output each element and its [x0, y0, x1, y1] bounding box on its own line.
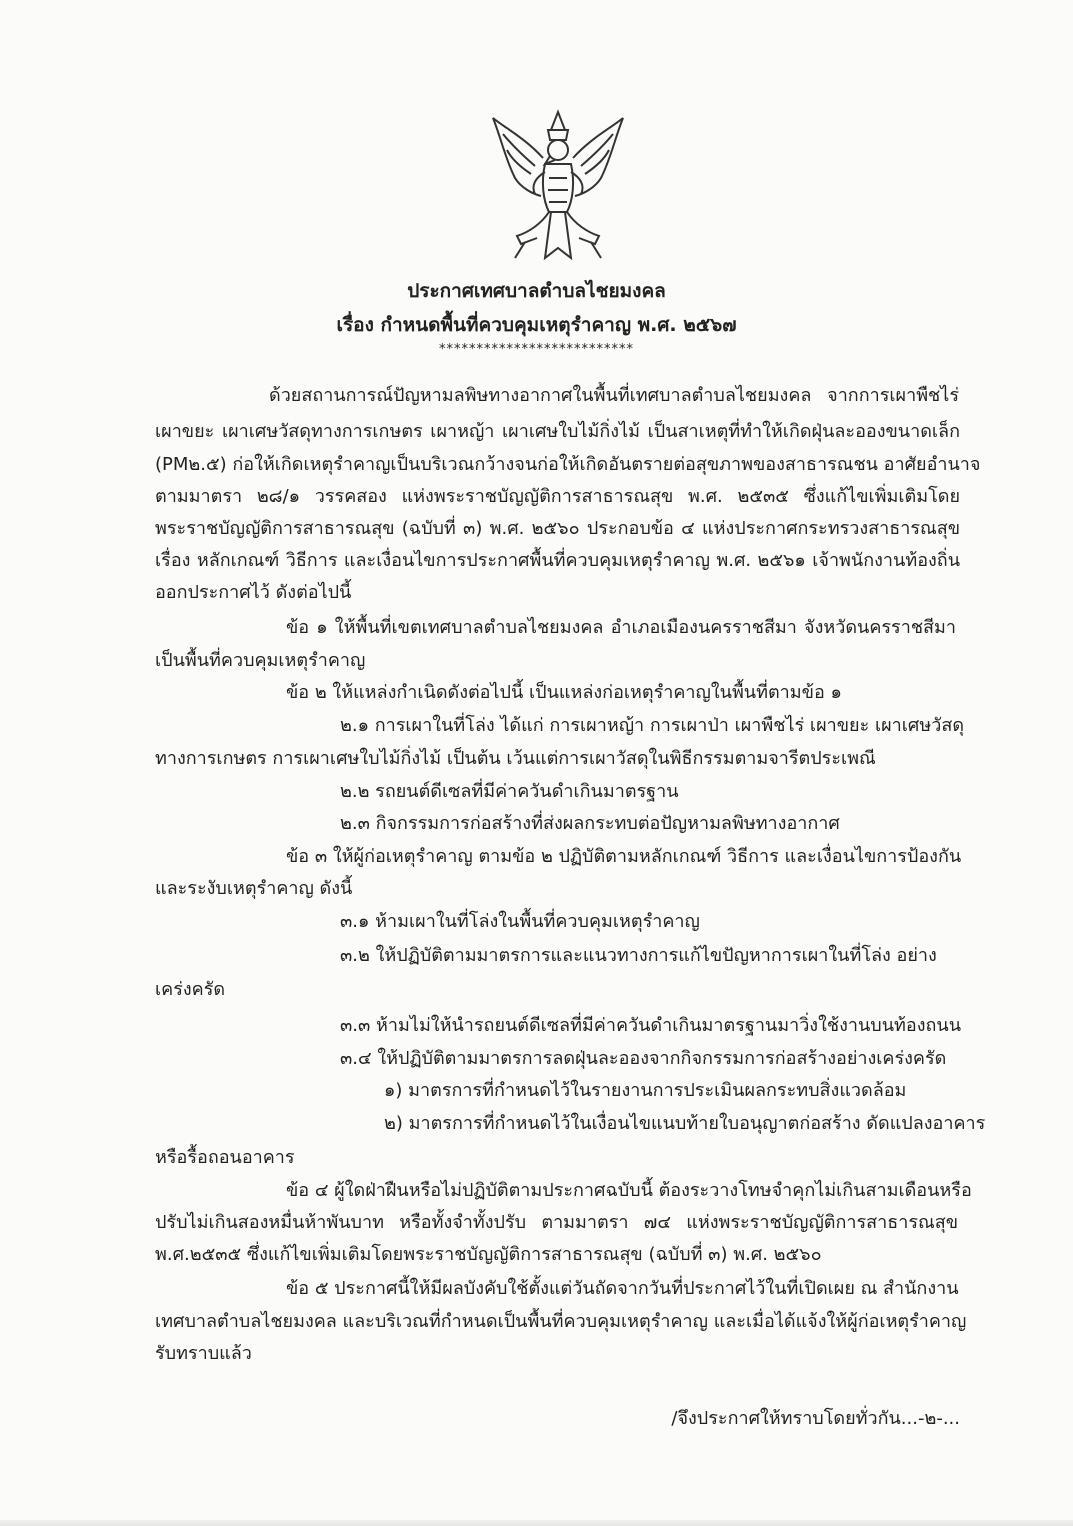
- subclause-line: ทางการเกษตร การเผาเศษใบไม้กิ่งไม้ เป็นต้น เว้นแต่การเผาวัสดุในพิธีกรรมตามจารีตประเพณี: [155, 748, 876, 769]
- clause-line: เป็นพื้นที่ควบคุมเหตุรำคาญ: [155, 650, 366, 671]
- paragraph-line: เผาขยะ เผาเศษวัสดุทางการเกษตร เผาหญ้า เผาเศษใบไม้กิ่งไม้ เป็นสาเหตุที่ทำให้เกิดฝุ่นละอองขนาดเล็ก: [155, 421, 960, 442]
- paragraph-line: ตามมาตรา ๒๘/๑ วรรคสอง แห่งพระราชบัญญัติการสาธารณสุข พ.ศ. ๒๕๓๕ ซึ่งแก้ไขเพิ่มเติมโดย: [155, 486, 960, 507]
- subclause-line: ๓.๒ ให้ปฏิบัติตามมาตรการและแนวทางการแก้ไขปัญหาการเผาในที่โล่ง อย่าง: [340, 945, 937, 966]
- clause-line: รับทราบแล้ว: [155, 1343, 252, 1364]
- page-continuation: /จึงประกาศให้ทราบโดยทั่วกัน...-๒-...: [671, 1408, 960, 1429]
- title-separator: **************************: [439, 342, 634, 357]
- clause-line: ข้อ ๓ ให้ผู้ก่อเหตุรำคาญ ตามข้อ ๒ ปฏิบัติตามหลักเกณฑ์ วิธีการ และเงื่อนไขการป้องกัน: [286, 846, 962, 867]
- subclause-line: ๒.๒ รถยนต์ดีเซลที่มีค่าควันดำเกินมาตรฐาน: [340, 781, 679, 802]
- subclause-line: ๓.๓ ห้ามไม่ให้นำรถยนต์ดีเซลที่มีค่าควันดำเกินมาตรฐานมาวิ่งใช้งานบนท้องถนน: [340, 1015, 962, 1036]
- subclause-line: ๒.๑ การเผาในที่โล่ง ได้แก่ การเผาหญ้า การเผาป่า เผาพืชไร่ เผาขยะ เผาเศษวัสดุ: [340, 715, 965, 736]
- measure-line: ๒) มาตรการที่กำหนดไว้ในเงื่อนไขแนบท้ายใบอนุญาตก่อสร้าง ดัดแปลงอาคาร: [384, 1113, 986, 1134]
- paragraph-line: ด้วยสถานการณ์ปัญหามลพิษทางอากาศในพื้นที่เทศบาลตำบลไชยมงคล จากการเผาพืชไร่: [269, 385, 959, 406]
- paragraph-line: ออกประกาศไว้ ดังต่อไปนี้: [155, 582, 352, 603]
- paragraph-line: (PM๒.๕) ก่อให้เกิดเหตุรำคาญเป็นบริเวณกว้างจนก่อให้เกิดอันตรายต่อสุขภาพของสาธารณชน อาศัยอำนาจ: [155, 454, 981, 475]
- measure-line: หรือรื้อถอนอาคาร: [155, 1147, 295, 1168]
- clause-line: เทศบาลตำบลไชยมงคล และบริเวณที่กำหนดเป็นพื้นที่ควบคุมเหตุรำคาญ และเมื่อได้แจ้งให้ผู้ก่อเหตุรำคาญ: [155, 1311, 967, 1332]
- clause-line: ข้อ ๑ ให้พื้นที่เขตเทศบาลตำบลไชยมงคล อำเภอเมืองนครราชสีมา จังหวัดนครราชสีมา: [286, 617, 956, 638]
- clause-line: ข้อ ๒ ให้แหล่งกำเนิดดังต่อไปนี้ เป็นแหล่งก่อเหตุรำคาญในพื้นที่ตามข้อ ๑: [286, 682, 842, 703]
- announcement-subject: เรื่อง กำหนดพื้นที่ควบคุมเหตุรำคาญ พ.ศ. ๒๕๖๗: [336, 314, 737, 336]
- announcement-title: ประกาศเทศบาลตำบลไชยมงคล: [407, 280, 666, 302]
- subclause-line: ๓.๑ ห้ามเผาในที่โล่งในพื้นที่ควบคุมเหตุรำคาญ: [340, 911, 700, 932]
- clause-line: และระงับเหตุรำคาญ ดังนี้: [155, 878, 353, 899]
- subclause-line: ๒.๓ กิจกรรมการก่อสร้างที่ส่งผลกระทบต่อปัญหามลพิษทางอากาศ: [340, 813, 840, 834]
- subclause-line: เคร่งครัด: [155, 979, 226, 1000]
- subclause-line: ๓.๔ ให้ปฏิบัติตามมาตรการลดฝุ่นละอองจากกิจกรรมการก่อสร้างอย่างเคร่งครัด: [340, 1048, 947, 1069]
- paragraph-line: พระราชบัญญัติการสาธารณสุข (ฉบับที่ ๓) พ.ศ. ๒๕๖๐ ประกอบข้อ ๔ แห่งประกาศกระทรวงสาธารณสุข: [155, 518, 960, 539]
- clause-line: พ.ศ.๒๕๓๕ ซึ่งแก้ไขเพิ่มเติมโดยพระราชบัญญัติการสาธารณสุข (ฉบับที่ ๓) พ.ศ. ๒๕๖๐: [155, 1244, 822, 1265]
- garuda-emblem-icon: [485, 108, 631, 268]
- measure-line: ๑) มาตรการที่กำหนดไว้ในรายงานการประเมินผลกระทบสิ่งแวดล้อม: [384, 1080, 907, 1101]
- paragraph-line: เรื่อง หลักเกณฑ์ วิธีการ และเงื่อนไขการประกาศพื้นที่ควบคุมเหตุรำคาญ พ.ศ. ๒๕๖๑ เจ้าพนักงานท้องถิ่น: [155, 550, 960, 571]
- page-bottom-edge: [0, 1520, 1073, 1526]
- clause-line: ข้อ ๕ ประกาศนี้ให้มีผลบังคับใช้ตั้งแต่วันถัดจากวันที่ประกาศไว้ในที่เปิดเผย ณ สำนักงาน: [286, 1278, 959, 1299]
- clause-line: ข้อ ๔ ผู้ใดฝ่าฝืนหรือไม่ปฏิบัติตามประกาศฉบับนี้ ต้องระวางโทษจำคุกไม่เกินสามเดือนหรือ: [286, 1180, 972, 1201]
- clause-line: ปรับไม่เกินสองหมื่นห้าพันบาท หรือทั้งจำทั้งปรับ ตามมาตรา ๗๔ แห่งพระราชบัญญัติการสาธารณสุข: [155, 1212, 958, 1233]
